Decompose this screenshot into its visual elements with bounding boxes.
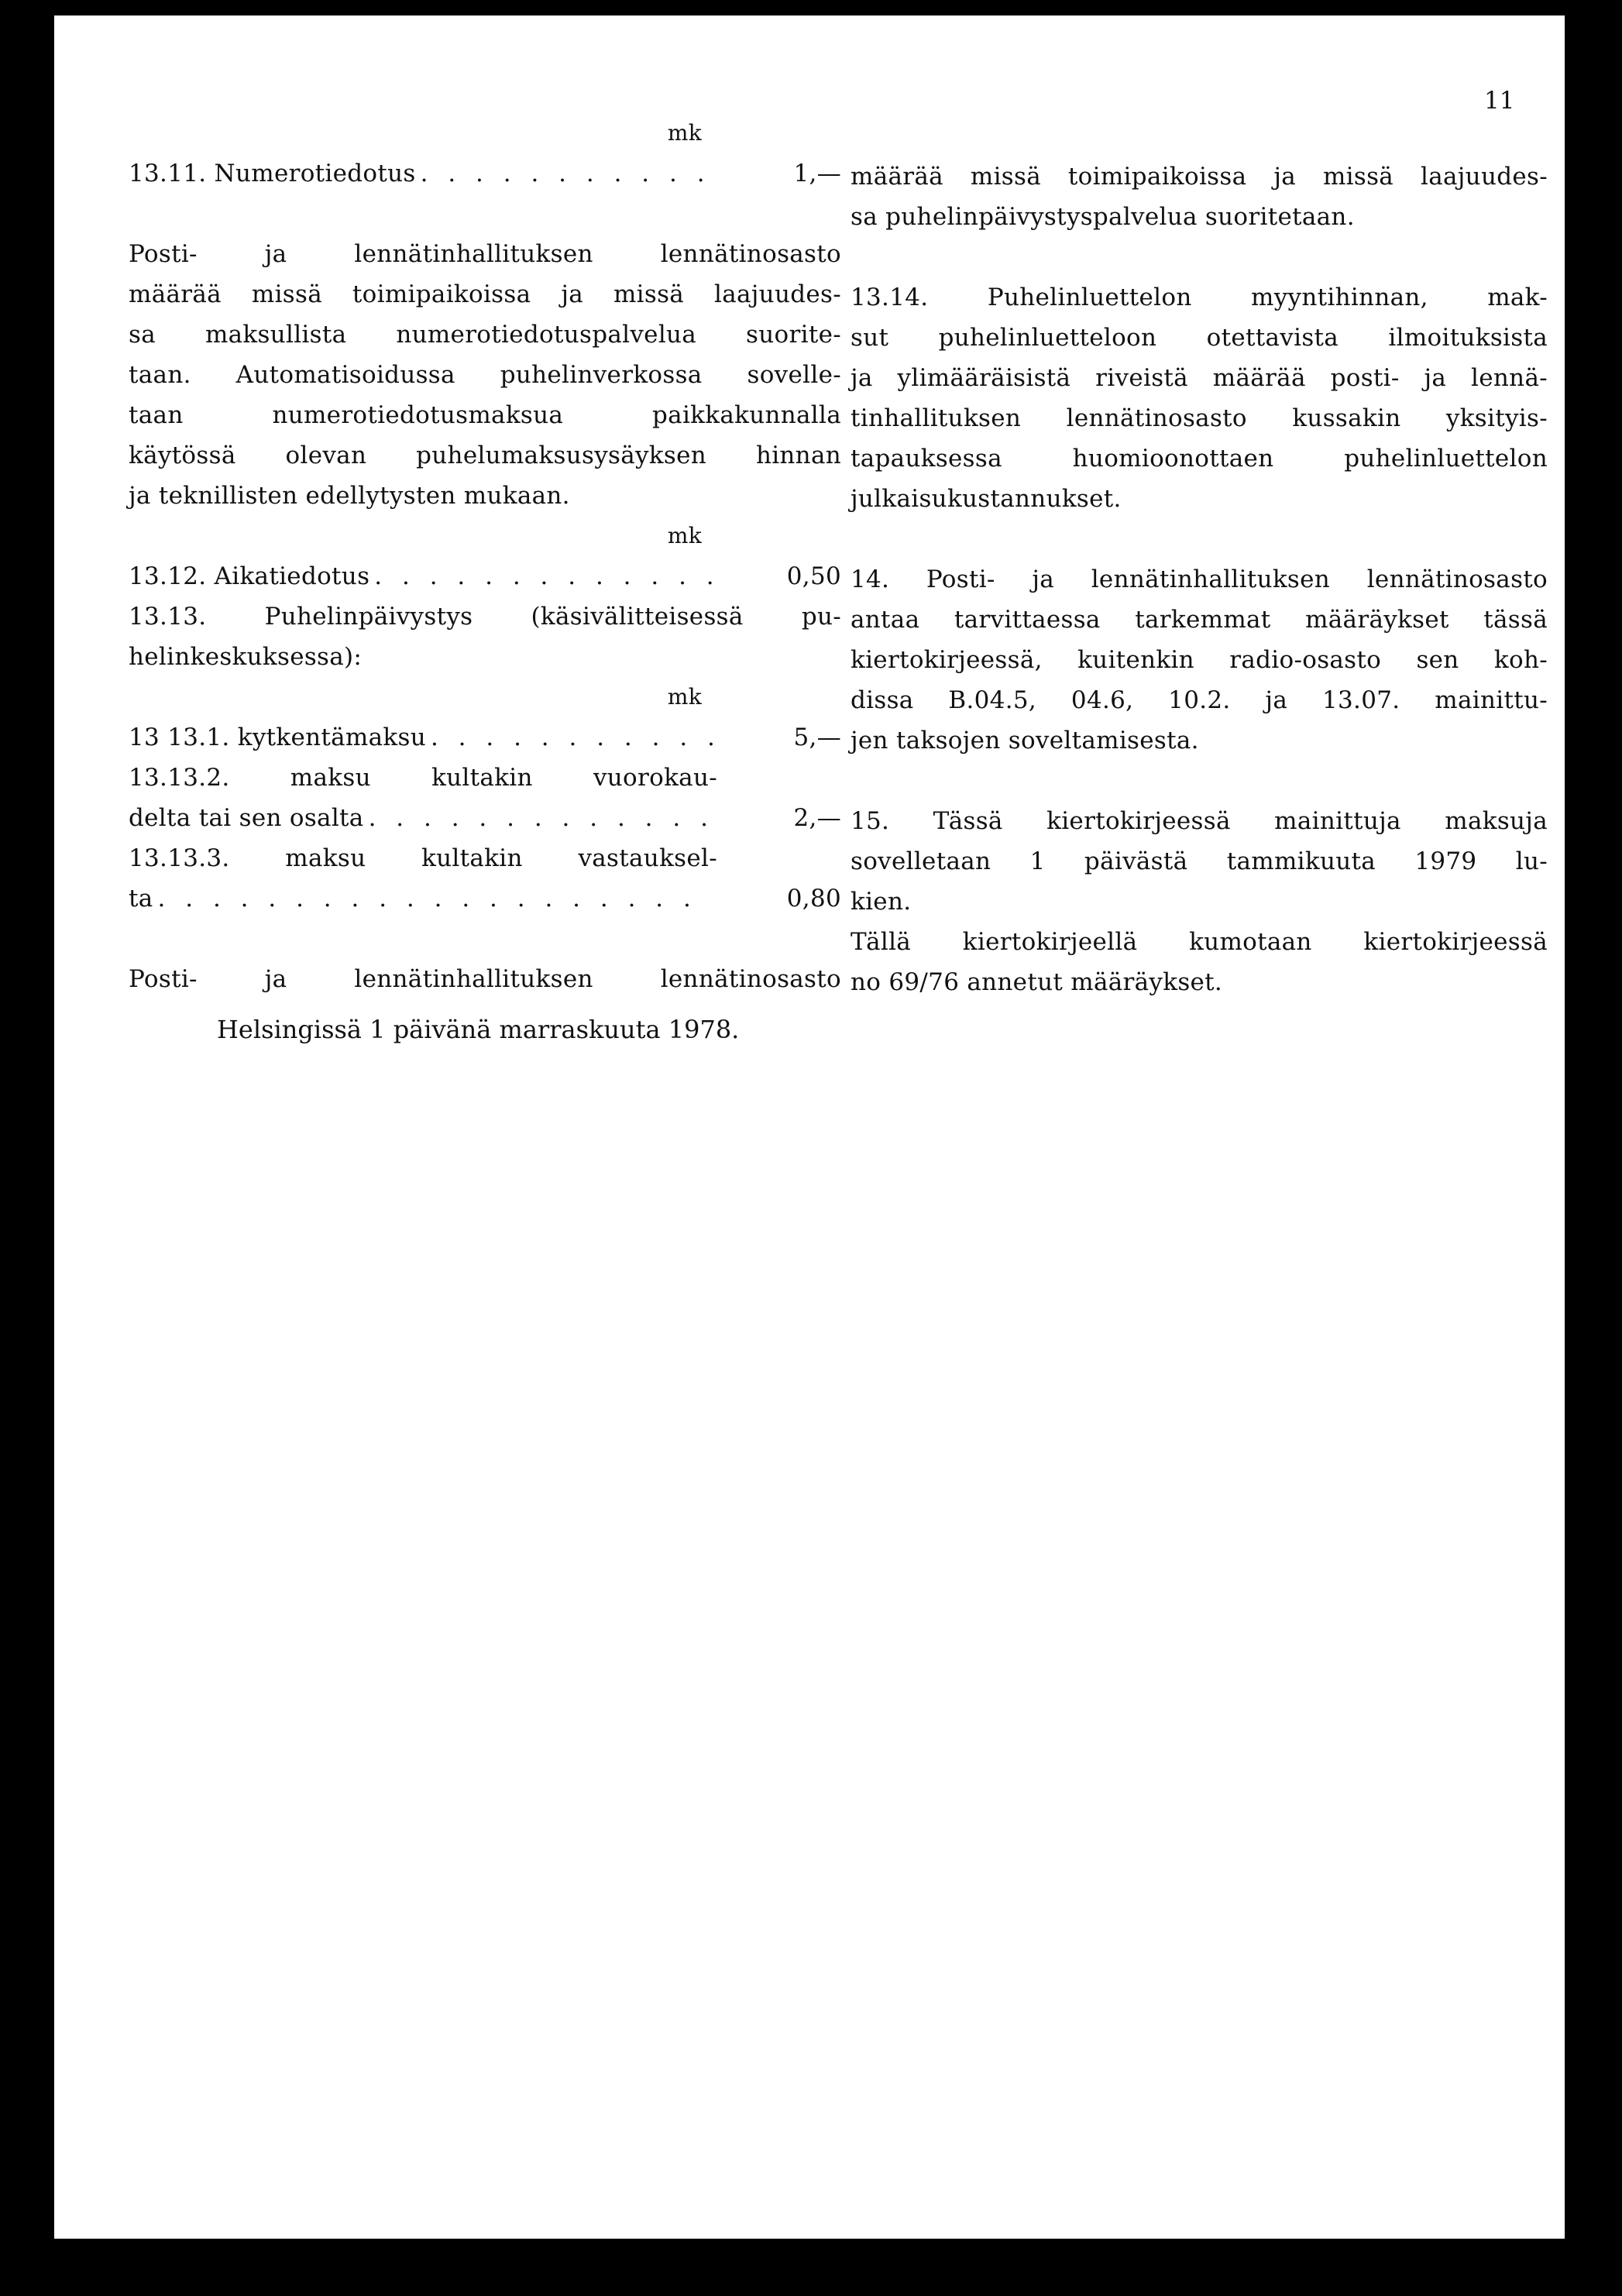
tariff-entry-13-11 (129, 153, 841, 194)
text-line: sa maksullista numerotiedotuspalvelua suorite- (129, 321, 841, 349)
currency-unit-label: mk (667, 120, 702, 146)
dot-leader (431, 717, 713, 758)
text-line: Posti- ja lennätinhallituksen lennätinosasto (129, 965, 841, 993)
text-line: tapauksessa huomioonottaen puhelinluettelon (851, 445, 1548, 473)
tariff-value: 5,— (793, 724, 841, 751)
text-line: sovelletaan 1 päivästä tammikuuta 1979 lu- (851, 847, 1548, 875)
paragraph-numerotiedotus (129, 234, 841, 516)
text-line: sut puhelinluetteloon otettavista ilmoituksista (851, 324, 1548, 352)
text-line: taan numerotiedotusmaksua paikkakunnalla (129, 401, 841, 429)
dot-leader (369, 798, 713, 838)
text-line: 15. Tässä kiertokirjeessä mainittuja maksuja (851, 807, 1548, 835)
right-column (851, 156, 1548, 1002)
dot-leader (374, 556, 713, 596)
text-line: määrää missä toimipaikoissa ja missä laajuudes- (851, 163, 1548, 191)
currency-unit-label: mk (667, 523, 702, 548)
text-line: 13.13. Puhelinpäivystys (käsivälitteisessä pu- (129, 603, 841, 631)
text-line: sa puhelinpäivystyspalvelua suoritetaan. (851, 203, 1355, 231)
text-line: 13.13.3. maksu kultakin vastauksel- (129, 844, 717, 872)
text-line: 13.13.2. maksu kultakin vuorokau- (129, 764, 717, 792)
text-line: ja teknillisten edellytysten mukaan. (129, 482, 570, 510)
text-line: julkaisukustannukset. (851, 485, 1122, 513)
text-line: kiertokirjeessä, kuitenkin radio-osasto sen koh- (851, 646, 1548, 674)
tariff-label: 13 13.1. kytkentämaksu (129, 724, 426, 751)
dot-leader (421, 153, 713, 194)
text-line: 14. Posti- ja lennätinhallituksen lennätinosasto (851, 565, 1548, 593)
left-column (129, 113, 841, 999)
paragraph-13-14 (851, 277, 1548, 519)
text-line: antaa tarvittaessa tarkemmat määräykset tässä (851, 606, 1548, 634)
paragraph-final (851, 922, 1548, 1002)
paragraph-continuation (851, 156, 1548, 237)
tariff-entry-13-12 (129, 556, 841, 596)
tariff-value: 0,50 (786, 562, 841, 590)
scan-edge-left (37, 31, 51, 2246)
tariff-value: 2,— (793, 804, 841, 832)
tariff-label: ta (129, 885, 153, 913)
text-line: ja ylimääräisistä riveistä määrää posti- ja lennä- (851, 364, 1548, 392)
dot-leader (158, 878, 713, 919)
text-line: taan. Automatisoidussa puhelinverkossa sovelle- (129, 361, 841, 389)
tariff-entry-13-13-1 (129, 717, 841, 758)
paragraph-14 (851, 559, 1548, 761)
scan-edge-right (1580, 31, 1593, 2200)
currency-unit-label: mk (667, 684, 702, 710)
text-line: kien. (851, 888, 912, 916)
text-line: helinkeskuksessa): (129, 643, 363, 671)
tariff-value: 1,— (793, 160, 841, 187)
tariff-entry-13-13-3 (129, 878, 841, 919)
page-number: 11 (1484, 87, 1515, 115)
text-line: tinhallituksen lennätinosasto kussakin yksityis- (851, 404, 1548, 432)
text-line: käytössä olevan puhelumaksusysäyksen hinnan (129, 442, 841, 469)
text-line: määrää missä toimipaikoissa ja missä laajuudes- (129, 280, 841, 308)
tariff-label: 13.12. Aikatiedotus (129, 562, 370, 590)
tariff-label: 13.11. Numerotiedotus (129, 160, 416, 187)
tariff-value: 0,80 (786, 885, 841, 913)
signature-date-line: Helsingissä 1 päivänä marraskuuta 1978. (217, 1015, 740, 1044)
text-line: dissa B.04.5, 04.6, 10.2. ja 13.07. mainittu- (851, 686, 1548, 714)
text-line: Tällä kiertokirjeellä kumotaan kiertokirjeessä (851, 928, 1548, 956)
document-page (54, 15, 1565, 2239)
text-line: jen taksojen soveltamisesta. (851, 727, 1199, 754)
text-line: Posti- ja lennätinhallituksen lennätinosasto (129, 240, 841, 268)
paragraph-15 (851, 801, 1548, 922)
text-line: no 69/76 annetut määräykset. (851, 968, 1223, 996)
tariff-label: delta tai sen osalta (129, 804, 364, 832)
text-line: 13.14. Puhelinluettelon myyntihinnan, mak- (851, 284, 1548, 311)
tariff-entry-13-13-2 (129, 798, 841, 838)
